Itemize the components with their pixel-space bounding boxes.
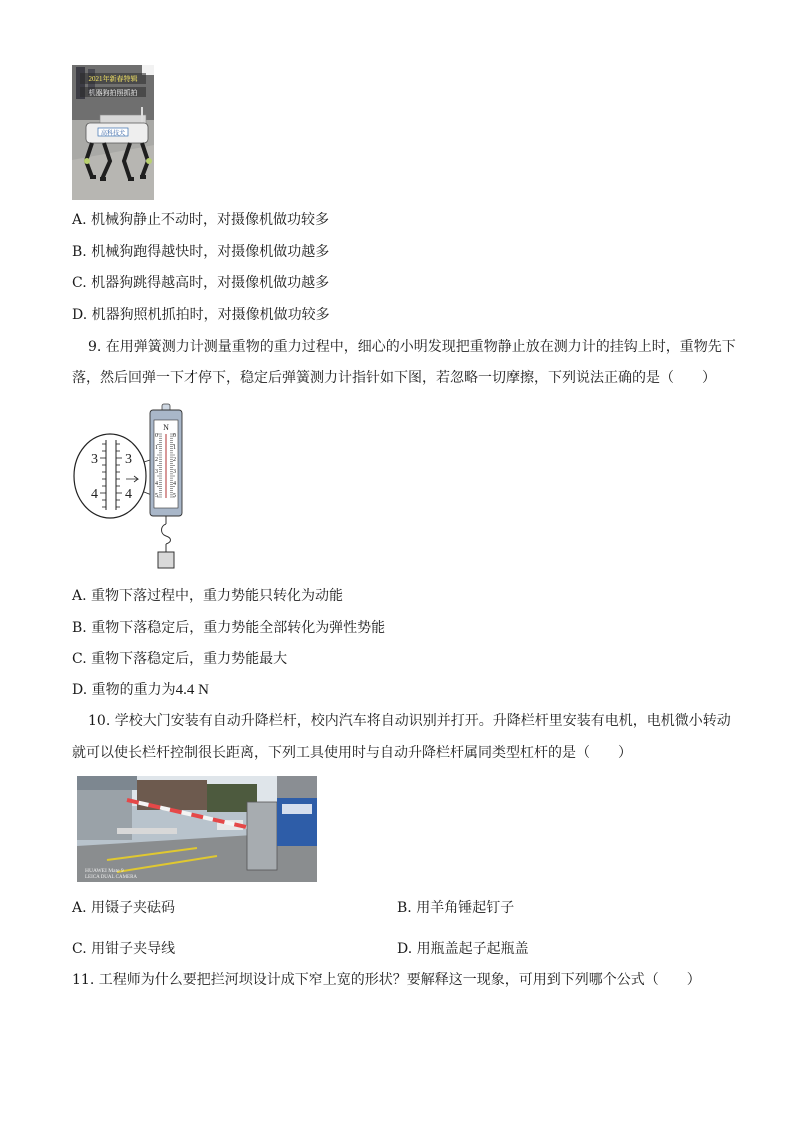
- q10-option-b: B. 用羊角锤起钉子: [397, 900, 515, 916]
- zoom-label-right-4: 4: [125, 487, 132, 502]
- scale-right-3: 3: [173, 469, 176, 475]
- robot-dog-photo: [72, 65, 154, 200]
- q9-option-b: B. 重物下落稳定后，重力势能全部转化为弹性势能: [72, 620, 386, 636]
- zoom-label-right-3: 3: [125, 452, 132, 467]
- q9-option-a: A. 重物下落过程中，重力势能只转化为动能: [72, 588, 344, 604]
- robot-body-label: 高科技犬: [100, 131, 126, 137]
- camera-watermark-line1: HUAWEI Mate 9: [85, 868, 124, 874]
- scale-right-4: 4: [173, 481, 176, 487]
- q9-option-d: [72, 680, 209, 700]
- scale-left-2: 2: [155, 457, 158, 463]
- scale-right-2: 2: [173, 457, 176, 463]
- q8-option-d: D. 机器狗照机抓拍时，对摄像机做功较多: [72, 307, 330, 323]
- spring-scale-figure: [72, 400, 192, 575]
- scale-right-1: 1: [173, 445, 176, 451]
- scale-right-0: 0: [173, 433, 176, 439]
- q8-option-b: B. 机械狗跑得越快时，对摄像机做功越多: [72, 244, 330, 260]
- q8-option-c: C. 机器狗跳得越高时，对摄像机做功越多: [72, 275, 330, 291]
- camera-watermark-line2: LEICA DUAL CAMERA: [85, 875, 138, 880]
- zoom-label-left-4: 4: [91, 487, 98, 502]
- q9-option-d-prefix: D. 重物的重力为: [72, 682, 176, 698]
- photo-banner-line2: 机器狗拍照抓拍: [88, 89, 138, 97]
- q9-option-d-value: 4.4 N: [175, 682, 209, 698]
- q10-stem-line1: 10. 学校大门安装有自动升降栏杆，校内汽车将自动识别并打开。升降栏杆里安装有电机，电机微小转动: [88, 713, 731, 729]
- scale-unit-label: N: [163, 423, 169, 432]
- q10-option-c: C. 用钳子夹导线: [72, 941, 176, 957]
- q9-stem-line1: 9. 在用弹簧测力计测量重物的重力过程中，细心的小明发现把重物静止放在测力计的挂钩上时，重物先下: [88, 339, 736, 355]
- photo-banner-line1: 2021年新春特辑: [88, 75, 138, 83]
- scale-left-4: 4: [155, 481, 158, 487]
- scale-left-1: 1: [155, 445, 158, 451]
- q11-stem-line1: 11. 工程师为什么要把拦河坝设计成下窄上宽的形状？要解释这一现象，可用到下列哪个公式（ ）: [72, 972, 701, 988]
- scale-left-3: 3: [155, 469, 158, 475]
- q9-option-c: C. 重物下落稳定后，重力势能最大: [72, 651, 288, 667]
- q9-stem-line2: 落，然后回弹一下才停下，稳定后弹簧测力计指针如下图，若忽略一切摩擦，下列说法正确的是（ ）: [72, 370, 716, 386]
- q10-option-d: D. 用瓶盖起子起瓶盖: [397, 941, 529, 957]
- q10-stem-line2: 就可以使长栏杆控制很长距离，下列工具使用时与自动升降栏杆属同类型杠杆的是（ ）: [72, 745, 632, 761]
- scale-left-0: 0: [155, 433, 158, 439]
- barrier-gate-photo: [77, 776, 317, 882]
- scale-left-5: 5: [155, 493, 158, 499]
- q8-option-a: A. 机械狗静止不动时，对摄像机做功较多: [72, 212, 330, 228]
- zoom-label-left-3: 3: [91, 452, 98, 467]
- q10-option-a: A. 用镊子夹砝码: [72, 900, 176, 916]
- scale-right-5: 5: [173, 493, 176, 499]
